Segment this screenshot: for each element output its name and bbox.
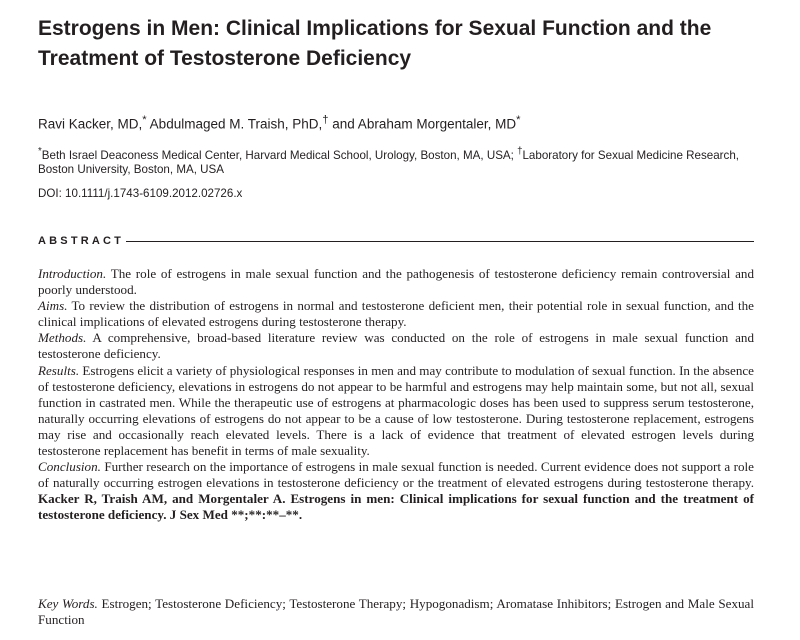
- affiliation-mark: *: [38, 146, 42, 157]
- affiliation-mark: *: [516, 114, 521, 126]
- affiliations: [38, 145, 758, 177]
- section-label: Methods.: [38, 330, 87, 346]
- abstract-heading-row: [38, 233, 754, 249]
- affiliation-bu: Laboratory for Sexual Medicine Research, Boston University, Boston, MA, USA: [38, 148, 740, 176]
- author-kacker: Ravi Kacker, MD,: [38, 116, 143, 132]
- abstract-heading: ABSTRACT: [38, 235, 125, 247]
- keywords-label: Key Words.: [38, 596, 98, 611]
- abstract-aims: [38, 298, 754, 330]
- section-label: Introduction.: [38, 266, 107, 281]
- section-label: Aims.: [38, 298, 68, 314]
- article-title: Estrogens in Men: Clinical Implications for Sexual Function and the Treatment of Testosterone Deficiency: [38, 17, 712, 70]
- abstract-body: [38, 266, 754, 524]
- section-text: To review the distribution of estrogens in normal and testosterone deficient men, their potential role in sexual function, and the clinical implications of elevated estrogens during testosterone therapy.: [38, 298, 754, 330]
- section-label: Results.: [38, 362, 80, 378]
- author-list: [38, 114, 521, 132]
- affiliation-bidmc: Beth Israel Deaconess Medical Center, Harvard Medical School, Urology, Boston, MA, USA;: [41, 148, 518, 162]
- section-label: Conclusion.: [38, 459, 101, 475]
- section-text: Further research on the importance of estrogens in male sexual function is needed. Current evidence does not support a role of naturally occurring estrogen elevations in testosterone deficiency or the treatment of elevated estrogens during testosterone therapy.: [38, 459, 754, 491]
- section-text: Estrogens elicit a variety of physiological responses in men and may contribute to modulation of sexual function. In the absence of testosterone deficiency, elevations in estrogens do not appear to be harmful and estrogens may help maintain some, but not all, sexual function in castrated men. While the therapeutic use of estrogens at pharmacologic doses has been used to suppress serum testosterone, naturally occurring elevations of estrogens do not appear to be a cause of low testosterone. During testosterone replacement, estrogens may rise and occasionally reach elevated levels. There is a lack of evidence that treatment of elevated estrogen levels during testosterone replacement has benefit in terms of male sexuality.: [38, 362, 754, 459]
- affiliation-mark: †: [322, 114, 329, 126]
- affiliation-mark: †: [517, 146, 523, 157]
- author-morgentaler: and Abraham Morgentaler, MD: [328, 116, 517, 132]
- doi-link[interactable]: DOI: 10.1111/j.1743-6109.2012.02726.x: [38, 187, 243, 200]
- abstract-methods: [38, 330, 754, 362]
- abstract-divider: [126, 241, 754, 242]
- author-traish: Abdulmaged M. Traish, PhD,: [146, 116, 323, 132]
- keywords-text: Estrogen; Testosterone Deficiency; Testosterone Therapy; Hypogonadism; Aromatase Inhibitors; Estrogen and Male Sexual Function: [38, 596, 754, 628]
- citation: Kacker R, Traish AM, and Morgentaler A. Estrogens in men: Clinical implications for sexual function and the treatment of testosterone deficiency. J Sex Med **;**:**–**.: [38, 491, 754, 523]
- abstract-results: [38, 363, 754, 460]
- section-text: The role of estrogens in male sexual function and the pathogenesis of testosterone deficiency remain controversial and poorly understood.: [38, 266, 754, 298]
- keywords: [38, 596, 754, 628]
- affiliation-mark: *: [142, 114, 147, 126]
- abstract-conclusion: [38, 459, 754, 523]
- abstract-introduction: [38, 266, 754, 298]
- section-text: A comprehensive, broad-based literature review was conducted on the role of estrogens in male sexual function and testosterone deficiency.: [38, 330, 754, 362]
